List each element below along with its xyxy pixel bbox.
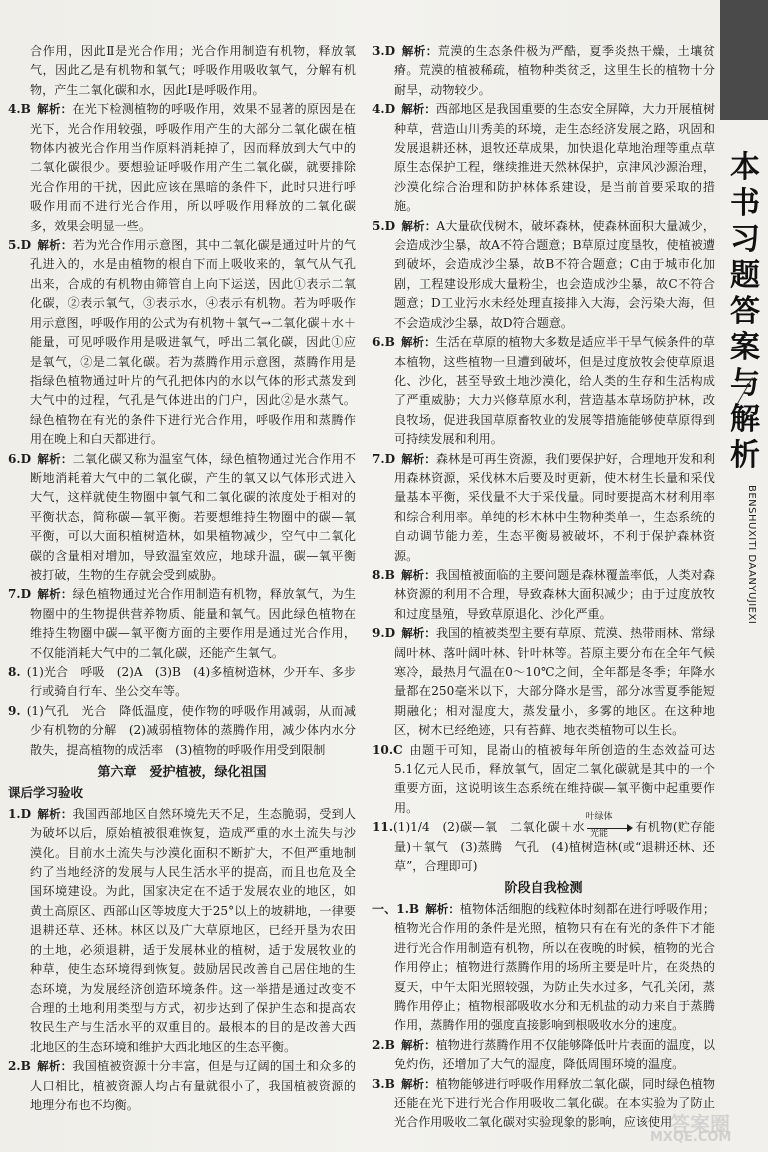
side-tab [720, 0, 768, 1152]
answer-item [8, 702, 356, 760]
answer-number: 7.D [8, 587, 32, 602]
analysis-label: 解析： [37, 587, 73, 602]
answer-text: 生活在草原的植物大多数是适应半干旱气候条件的草本植物，这些植物一旦遭到破坏，但是过度放牧会使草原退化、沙化，甚至导致土地沙漠化，给人类的生存和生活构成了严重威胁；大力兴修草原水利，营造基本草场防护林，改良牧场，促进我国草原畜牧业的发展等措施能够使草原得到可持续发展和利用。 [394, 335, 715, 447]
answer-number: 10.C [372, 742, 403, 757]
analysis-label: 解析： [401, 44, 438, 58]
answer-item [372, 624, 715, 740]
answer-item [372, 900, 715, 1036]
analysis-label: 解析： [401, 102, 436, 117]
answer-number: 9.D [372, 626, 396, 641]
answer-text: (1)光合 呼吸 (2)A (3)B (4)多植树造林，少开车、多步行或骑自行车、坐公交车等。 [26, 665, 356, 699]
answer-number: 7.D [372, 451, 396, 466]
answer-item [8, 450, 356, 586]
analysis-label: 解析： [400, 335, 436, 350]
answer-text: 我国植被资源十分丰富，但是与辽阔的国土和众多的人口相比，植被资源人均占有量就很小了，我国植被资源的地理分布也不均衡。 [30, 1059, 356, 1112]
answer-number: 8. [8, 665, 21, 679]
answer-item [372, 450, 715, 566]
side-tab-pinyin: BENSHUXITI DAANYUJIEXI [746, 485, 757, 625]
side-tab-title: 本书习题答案与解析 [730, 150, 760, 473]
answer-number: 2.B [8, 1059, 31, 1074]
left-column [8, 42, 356, 1115]
answer-text: 森林是可再生资源，我们要保护好，合理地开发和利用森林资源，采伐林木后要及时更新，使木材生长量和采伐量基本平衡，采伐量不大于采伐量。同时要提高木材利用率和综合利用率。单纯的杉木林中生物种类单一，生态系统的自动调节能力差，生态平衡易被破坏，不利于保护森林资源。 [394, 451, 715, 563]
analysis-label: 解析： [36, 1059, 73, 1074]
answer-number: 6.D [8, 451, 32, 466]
answer-item [8, 585, 356, 663]
answer-text: (1)气孔 光合 降低温度，使作物的呼吸作用减弱，从而减少有机物的分解 (2)减弱植物体的蒸腾作用，减少体内水分散失，提高植物的成活率 (3)植物的呼吸作用受到限制 [26, 703, 356, 757]
answer-item [8, 1057, 356, 1115]
answer-number: 5.D [372, 218, 396, 233]
answer-item [372, 741, 715, 819]
answer-text: 我国的植被类型主要有草原、荒漠、热带雨林、常绿阔叶林、落叶阔叶林、针叶林等。苔原主要分布在全年气候寒冷，最热月气温在0～10℃之间，全年都是冬季；年降水量都在250毫米以下，大部分降水是雪，部分冰雪夏季能短期融化；相对湿度大，蒸发量小，多雾的地区。在这种地区，树木已经绝迹，只有苔藓、地衣类植物可以生长。 [394, 626, 715, 738]
answer-text: 我国西部地区自然环境先天不足，生态脆弱，受到人为破坏以后，原始植被很难恢复，造成严重的水土流失与沙漠化。目前水土流失与沙漠化面积不断扩大，不但严重地制约了当地经济的发展与人民生活水平的提高，而且也危及全国环境建设。为此，国家决定在不适于发展农业的地区，如黄土高原区、西部山区等坡度大于25°以上的坡耕地，一律要退耕还草、还林。林区以及广大草原地区，已经开垦为农田的土地，必须退耕，适于发展林业的植树，适于发展牧业的种草，使生态环境得到恢复。鼓励居民改善自己居住地的生态环境，为发展经济创造环境条件。这一举措是通过改变不合理的土地利用类型与方式，初步达到了保护生态和提高农牧民生产与生活水平的双重目的。最根本的目的是改善大西北地区的生态环境和维护大西北地区的生态平衡。 [30, 806, 356, 1054]
answer-item [8, 100, 356, 236]
answer-number: 4.B [8, 102, 31, 117]
answer-item [372, 1036, 715, 1075]
side-tab-dark-block [720, 0, 768, 120]
analysis-label: 解析： [425, 901, 460, 916]
analysis-label: 解析： [37, 238, 73, 253]
answer-number: 1.D [8, 806, 32, 821]
answer-item [372, 42, 715, 100]
answer-text: 由题干可知，昆嵛山的植被每年所创造的生态效益可达5.1亿元人民币，释放氧气，固定二氧化碳就是其中的一个重要方面，这说明该生态系统在维持碳—氧平衡中起重要作用。 [394, 742, 715, 815]
analysis-label: 解析： [400, 1076, 436, 1091]
answer-item [372, 217, 715, 333]
section-heading-self-test: 阶段自我检测 [504, 881, 583, 897]
section-heading: 课后学习验收 [8, 785, 84, 801]
answer-number: 6.B [372, 335, 395, 350]
analysis-label: 解析： [37, 806, 73, 821]
analysis-label: 解析： [401, 626, 436, 641]
analysis-label: 解析： [400, 1037, 436, 1052]
analysis-label: 解析： [37, 451, 73, 466]
answer-item [372, 333, 715, 449]
answer-text: 荒漠的生态条件极为严酷，夏季炎热干燥，土壤贫瘠。荒漠的植被稀疏，植物种类贫乏，这里生长的植物十分耐旱，动物较少。 [394, 44, 715, 97]
answer-text: 植物能够进行呼吸作用释放二氧化碳，同时绿色植物还能在光下进行光合作用吸收二氧化碳。在本实验为了防止光合作用吸收二氧化碳对实验现象的影响，应该使用 [394, 1076, 715, 1130]
answer-text: 植物进行蒸腾作用不仅能够降低叶片表面的温度，以免灼伤，还增加了大气的湿度，降低周围环境的温度。 [394, 1037, 715, 1072]
analysis-label: 解析： [400, 567, 436, 582]
analysis-label: 解析： [401, 218, 437, 233]
answer-number: 9. [8, 703, 21, 718]
analysis-label: 解析： [36, 102, 73, 117]
answer-item [8, 805, 356, 1057]
answer-item [372, 566, 715, 624]
answer-text: 绿色植物通过光合作用制造有机物，释放氧气，为生物圈中的生物提供营养物质、能量和氧气。因此绿色植物在维持生物圈中碳—氧平衡方面的主要作用是通过光合作用，不仅能消耗大气中的二氧化碳，还能产生氧气。 [30, 587, 356, 660]
answer-text: 我国植被面临的主要问题是森林覆盖率低，人类对森林资源的利用不合理，导致森林大面积减少；由于过度放牧和过度垦殖，导致草原退化、沙化严重。 [394, 567, 715, 621]
answer-item-11: 11.(1)1/4 (2)碳—氧 二氧化碳＋水 叶绿体 光能 有机物(贮存能量)＋氧气 (3)蒸腾 气孔 (4)植树造林(或“退耕还林、还草”，合理即可) [372, 811, 716, 874]
answer-number: 5.D [8, 238, 32, 253]
analysis-label: 解析： [401, 451, 436, 466]
answer-number: 8.B [372, 567, 395, 582]
answer-item [8, 663, 356, 702]
answer-number: 3.D [372, 44, 396, 58]
answer-item [372, 100, 715, 216]
answer-text: 植物体活细胞的线粒体时刻都在进行呼吸作用；植物光合作用的条件是光照，植物只有在有光的条件下才能进行光合作用制造有机物，所以在夜晚的时候，植物的光合作用停止；植物进行蒸腾作用的场所主要是叶片，在炎热的夏天，中午太阳光照较强，为防止失水过多，气孔关闭，蒸腾作用停止；植物根部吸收水分和无机盐的动力来自于蒸腾作用，蒸腾作用的强度直接影响到根吸收水分的速度。 [394, 901, 715, 1033]
chapter-heading: 第六章 爱护植被，绿化祖国 [97, 765, 267, 781]
answer-text: 西部地区是我国重要的生态安全屏障，大力开展植树种草，营造山川秀美的环境，走生态经济发展之路，巩固和发展退耕还林，退牧还草成果，加快退化草地治理等重点草原生态保护工程，继续推进天然林保护，京津风沙源治理，沙漠化综合治理和防护林体系建设，是当前首要采取的措施。 [394, 102, 715, 214]
answer-number: 4.D [372, 102, 396, 117]
answer-text: A大量砍伐树木，破坏森林，使森林面积大量减少，会造成沙尘暴，故A不符合题意；B草原过度垦牧，使植被遭到破坏，会造成沙尘暴，故B不符合题意；C由于城市化加剧，工程建设形成大量粉尘，也会造成沙尘暴，故C不符合题意；D工业污水未经处理直接排入大海，会污染大海，但不会造成沙尘暴，故D符合题意。 [394, 218, 716, 330]
answer-number: 3.B [372, 1076, 395, 1091]
watermark-logo: 答案圈 [670, 1112, 730, 1136]
answer-text: 合作用，因此Ⅱ是光合作用；光合作用制造有机物，释放氧气，因此乙是有机物和氧气；呼吸作用吸收氧气，分解有机物，产生二氧化碳和水，因此Ⅰ是呼吸作用。 [30, 44, 356, 97]
answer-item [8, 236, 356, 449]
answer-text: 二氧化碳又称为温室气体，绿色植物通过光合作用不断地消耗着大气中的二氧化碳，产生的氧又以气体形式进入大气，这样就使生物圈中氧气和二氧化碳的浓度处于相对的平衡状态，简称碳—氧平衡。若要想维持生物圈中的碳—氧平衡，可以大面积植树造林，如果植物减少，空气中二氧化碳的含量相对增加，导致温室效应，地球升温，碳—氧平衡被打破，生物的生存就会受到威胁。 [30, 451, 356, 582]
answer-number: 2.B [372, 1037, 395, 1052]
reaction-arrow: 叶绿体 光能 [587, 822, 633, 834]
watermark-site: MXQE.COM [650, 1130, 732, 1145]
answer-text: 若为光合作用示意图，其中二氧化碳是通过叶片的气孔进入的，水是由植物的根自下而上吸收来的，氧气从气孔出来，合成的有机物由筛管自上向下运送，因此①表示二氧化碳，②表示氧气，③表示水，④表示有机物。若为呼吸作用示意图，呼吸作用的公式为有机物＋氧气→二氧化碳＋水＋能量，可见呼吸作用是吸进氧气，呼出二氧化碳，因此①应是氧气，②是二氧化碳。若为蒸腾作用示意图，蒸腾作用是指绿色植物通过叶片的气孔把体内的水以气体的形式蒸发到大气中的过程，气孔是气体进出的门户，因此②是水蒸气。绿色植物在有光的条件下进行光合作用，呼吸作用和蒸腾作用在晚上和白天都进行。 [30, 238, 356, 447]
answer-number: 一、1.B [372, 901, 420, 916]
answer-item [8, 42, 356, 100]
right-column [372, 42, 715, 1133]
answer-text: 在光下检测植物的呼吸作用，效果不显著的原因是在光下，光合作用较强，呼吸作用产生的大部分二氧化碳在植物体内被光合作用当作原料消耗掉了，因而释放到大气中的二氧化碳很少。要想验证呼吸作用产生二氧化碳，就要排除光合作用的干扰，因此应该在黑暗的条件下，此时只进行呼吸作用而不进行光合作用，所以呼吸作用释放的二氧化碳多，效果会明显一些。 [30, 102, 356, 233]
